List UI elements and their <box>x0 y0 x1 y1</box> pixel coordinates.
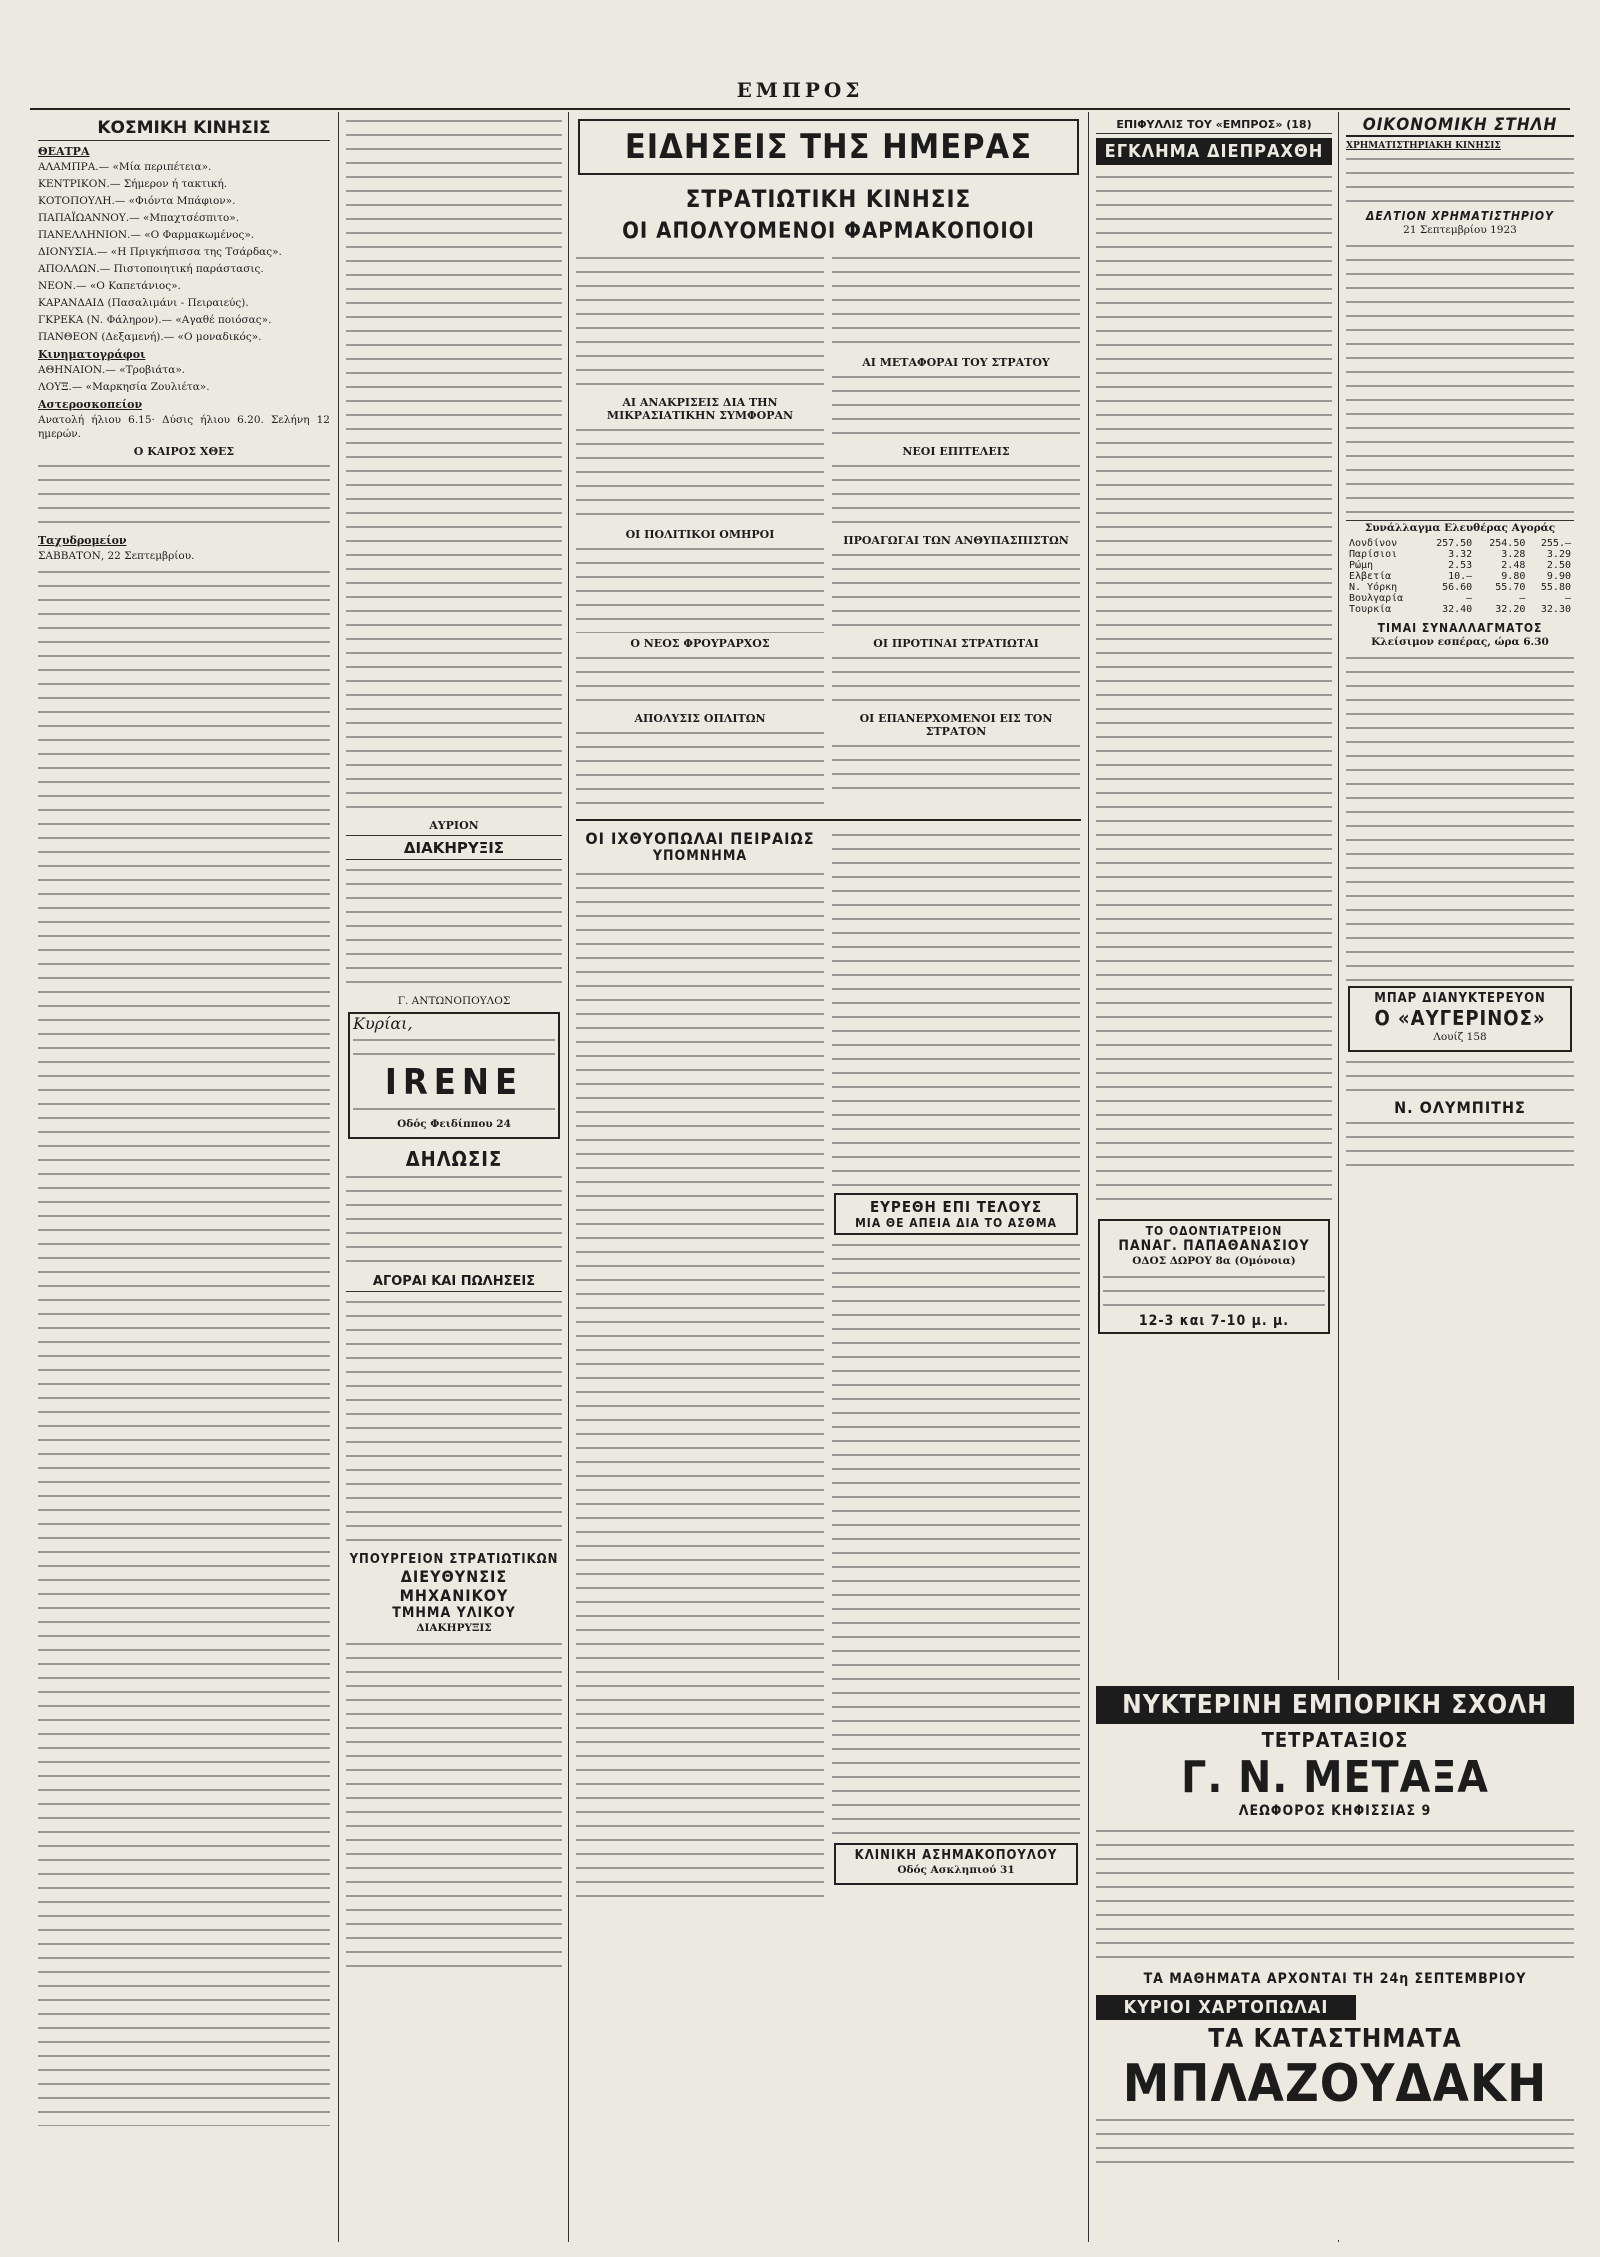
weather-title: Ο ΚΑΙΡΟΣ ΧΘΕΣ <box>133 445 235 458</box>
economy-subtitle: ΧΡΗΜΑΤΙΣΤΗΡΙΑΚΗ ΚΙΝΗΣΙΣ <box>1346 141 1501 151</box>
table-cell: 32.20 <box>1495 604 1526 615</box>
text-block <box>832 652 1080 708</box>
table-cell: 3.28 <box>1501 549 1526 560</box>
table-row <box>1346 571 1574 582</box>
list-item: ΠΑΝΘΕΟΝ (Δεξαμενή).— «Ο μοναδικός». <box>38 331 262 343</box>
text-block <box>832 1239 1080 1839</box>
exchange-title: Συνάλλαγμα Ελευθέρας Αγοράς <box>1346 520 1574 535</box>
fish-subtitle: ΥΠΟΜΝΗΜΑ <box>652 848 748 864</box>
clinic-ad <box>834 1843 1078 1885</box>
column-rule <box>338 112 339 2242</box>
text-block <box>1103 1271 1325 1313</box>
text-block <box>832 829 1080 1189</box>
irene-address: Οδός Φειδίππου 24 <box>397 1118 511 1130</box>
text-block <box>832 549 1080 633</box>
list-item: ΠΑΠΑΪΩΑΝΝΟΥ.— «Μπαχτσέσπιτο». <box>38 212 240 224</box>
fish-article <box>576 821 824 1908</box>
aurion-label: ΑΥΡΙΟΝ <box>429 819 479 832</box>
news-header <box>578 119 1079 175</box>
observatory-title: Αστεροσκοπείον <box>38 398 143 411</box>
text-block <box>576 868 824 1908</box>
list-item: ΚΑΡΑΝΔΑΙΔ (Πασαλιμάνι - Πειραιεύς). <box>38 297 249 309</box>
diakirixis-title: ΔΙΑΚΗΡΥΞΙΣ <box>346 835 562 860</box>
table-cell: Ρώμη <box>1349 560 1374 571</box>
bourse-bulletin: ΔΕΛΤΙΟΝ ΧΡΗΜΑΤΙΣΤΗΡΙΟΥ <box>1366 209 1554 223</box>
column-social <box>38 115 330 2242</box>
exchange-table <box>1346 538 1574 615</box>
list-item: ΚΟΤΟΠΟΥΛΗ.— «Φιόντα Μπάφιον». <box>38 195 236 207</box>
table-cell: 55.70 <box>1495 582 1526 593</box>
list-item: ΛΟΥΞ.— «Μαρκησία Ζουλιέτα». <box>38 381 210 393</box>
paper-dealers: ΚΥΡΙΟΙ ΧΑΡΤΟΠΩΛΑΙ <box>1096 1995 1356 2020</box>
cinema-list <box>38 363 330 394</box>
text-block <box>576 543 824 633</box>
dentist-title: ΤΟ ΟΔΟΝΤΙΑΤΡΕΙΟΝ <box>1145 1224 1283 1238</box>
bourse-date: 21 Σεπτεμβρίου 1923 <box>1403 224 1517 236</box>
agorai-title: ΑΓΟΡΑΙ ΚΑΙ ΠΩΛΗΣΕΙΣ <box>346 1274 562 1292</box>
table-row <box>1346 582 1574 593</box>
subhead-inquiries: ΑΙ ΑΝΑΚΡΙΣΕΙΣ ΔΙΑ ΤΗΝ ΜΙΚΡΑΣΙΑΤΙΚΗΝ ΣΥΜΦΟΡΑΝ <box>606 396 794 422</box>
text-block <box>832 252 1080 352</box>
table-cell: — <box>1466 593 1473 604</box>
column-rule <box>1088 112 1089 2242</box>
text-block <box>1096 1825 1574 1965</box>
text-block <box>1346 1117 1574 1173</box>
table-cell: 257.50 <box>1436 538 1473 549</box>
text-block <box>832 460 1080 530</box>
table-cell: 10.— <box>1448 571 1473 582</box>
text-block <box>38 460 330 530</box>
text-block <box>576 252 824 392</box>
subhead-promotions: ΠΡΟΑΓΩΓΑΙ ΤΩΝ ΑΝΘΥΠΑΣΠΙΣΤΩΝ <box>843 534 1069 547</box>
subhead-transport: ΑΙ ΜΕΤΑΦΟΡΑΙ ΤΟΥ ΣΤΡΑΤΟΥ <box>862 356 1050 369</box>
column-rule <box>568 112 569 2242</box>
school-start: ΤΑ ΜΑΘΗΜΑΤΑ ΑΡΧΟΝΤΑΙ ΤΗ 24η ΣΕΠΤΕΜΒΡΙΟΥ <box>1143 1971 1527 1987</box>
bar-address: Λουίζ 158 <box>1433 1031 1487 1043</box>
list-item: ΝΕΟΝ.— «Ο Καπετάνιος». <box>38 280 181 292</box>
social-title: ΚΟΣΜΙΚΗ ΚΙΝΗΣΙΣ <box>38 118 330 141</box>
fish-title: ΟΙ ΙΧΘΥΟΠΩΛΑΙ ΠΕΙΡΑΙΩΣ <box>585 829 815 848</box>
text-block <box>576 652 824 708</box>
table-cell: Τουρκία <box>1349 604 1392 615</box>
economy-title: ΟΙΚΟΝΟΜΙΚΗ ΣΤΗΛΗ <box>1346 115 1574 137</box>
table-cell: 2.50 <box>1546 560 1571 571</box>
table-cell: Ελβετία <box>1349 571 1392 582</box>
table-row <box>1346 560 1574 571</box>
subhead-staff: ΝΕΟΙ ΕΠΙΤΕΛΕΙΣ <box>902 445 1010 458</box>
serial-title: ΕΓΚΛΗΜΑ ΔΙΕΠΡΑΧΘΗ <box>1096 138 1332 165</box>
subhead-garrison: Ο ΝΕΟΣ ΦΡΟΥΡΑΡΧΟΣ <box>630 637 770 650</box>
news-section-title: ΕΙΔΗΣΕΙΣ ΤΗΣ ΗΜΕΡΑΣ <box>624 127 1033 167</box>
table-row <box>1346 549 1574 560</box>
olympitis-name: Ν. ΟΛΥΜΠΙΤΗΣ <box>1394 1098 1526 1117</box>
text-block <box>346 1638 562 1978</box>
blazoudaki-name: ΜΠΛΑΖΟΥΔΑΚΗ <box>1122 2054 1548 2114</box>
text-block <box>346 115 562 815</box>
text-block <box>576 727 824 811</box>
text-block <box>1346 1056 1574 1098</box>
text-block <box>832 740 1080 796</box>
dentist-ad <box>1098 1219 1330 1334</box>
text-block <box>1346 240 1574 520</box>
asthma-article <box>832 821 1080 1908</box>
news-right <box>832 252 1080 811</box>
rates-closing: Κλείσιμον εσπέρας, ώρα 6.30 <box>1371 636 1549 648</box>
subhead-returning: ΟΙ ΕΠΑΝΕΡΧΟΜΕΝΟΙ ΕΙΣ ΤΟΝ ΣΤΡΑΤΟΝ <box>859 712 1053 738</box>
table-cell: 3.29 <box>1546 549 1571 560</box>
table-row <box>1346 593 1574 604</box>
post-title: Ταχυδρομείον <box>38 534 127 547</box>
ministry-dept: ΔΙΕΥΘΥΝΣΙΣ ΜΗΧΑΝΙΚΟΥ <box>399 1567 509 1605</box>
table-cell: 9.90 <box>1546 571 1571 582</box>
asthma-subtitle: ΜΙΑ ΘΕ ΑΠΕΙΑ ΔΙΑ ΤΟ ΑΣΘΜΑ <box>855 1216 1057 1230</box>
masthead-title: ΕΜΠΡΟΣ <box>736 78 864 102</box>
asthma-title: ΕΥΡΕΘΗ ΕΠΙ ΤΕΛΟΥΣ <box>869 1198 1043 1216</box>
table-cell: Ν. Υόρκη <box>1349 582 1398 593</box>
table-cell: 56.60 <box>1442 582 1473 593</box>
ministry-diakirixis: ΔΙΑΚΗΡΥΞΙΣ <box>416 1622 492 1634</box>
theatres-title: ΘΕΑΤΡΑ <box>38 145 90 158</box>
theatres-list <box>38 160 330 344</box>
text-block <box>38 566 330 2126</box>
headline-pharmacists: ΟΙ ΑΠΟΛΥΟΜΕΝΟΙ ΦΑΡΜΑΚΟΠΟΙΟΙ <box>622 219 1035 244</box>
rates-title: ΤΙΜΑΙ ΣΥΝΑΛΛΑΓΜΑΤΟΣ <box>1377 621 1543 635</box>
school-name: Γ. Ν. ΜΕΤΑΞΑ <box>1181 1752 1489 1803</box>
table-cell: — <box>1519 593 1526 604</box>
table-cell: Παρίσιοι <box>1349 549 1398 560</box>
serial-label: ΕΠΙΦΥΛΛΙΣ ΤΟΥ «ΕΜΠΡΟΣ» (18) <box>1096 118 1332 134</box>
text-block <box>346 1296 562 1546</box>
text-block <box>1346 153 1574 209</box>
school-ad <box>1096 1680 1574 2240</box>
irene-greeting: Κυρίαι, <box>353 1014 413 1033</box>
list-item: ΑΘΗΝΑΙΟΝ.— «Τροβιάτα». <box>38 364 186 376</box>
headline-military: ΣΤΡΑΤΙΩΤΙΚΗ ΚΙΝΗΣΙΣ <box>685 185 972 213</box>
bar-ad <box>1348 986 1572 1052</box>
table-row <box>1346 538 1574 549</box>
column-second <box>346 115 562 2242</box>
text-block <box>576 424 824 524</box>
table-cell: — <box>1564 593 1571 604</box>
school-title: ΝΥΚΤΕΡΙΝΗ ΕΜΠΟΡΙΚΗ ΣΧΟΛΗ <box>1096 1686 1574 1724</box>
irene-ad <box>348 1012 560 1139</box>
clinic-address: Οδός Ασκληπιού 31 <box>897 1864 1015 1876</box>
dentist-name: ΠΑΝΑΓ. ΠΑΠΑΘΑΝΑΣΙΟΥ <box>1118 1238 1310 1254</box>
table-cell: 254.50 <box>1489 538 1526 549</box>
news-columns <box>576 252 1081 811</box>
irene-name: IRENE <box>384 1062 524 1103</box>
dilosis-title: ΔΗΛΩΣΙΣ <box>405 1147 503 1171</box>
clinic-title: ΚΛΙΝΙΚΗ ΑΣΗΜΑΚΟΠΟΥΛΟΥ <box>854 1848 1058 1863</box>
text-block <box>1096 171 1332 1211</box>
table-cell: 3.32 <box>1448 549 1473 560</box>
table-cell: 255.— <box>1540 538 1571 549</box>
asthma-header <box>834 1193 1078 1235</box>
table-cell: Βουλγαρία <box>1349 593 1404 604</box>
text-block <box>346 864 562 994</box>
list-item: ΓΚΡΕΚΑ (Ν. Φάληρον).— «Αγαθέ ποιόσας». <box>38 314 272 326</box>
table-cell: 9.80 <box>1501 571 1526 582</box>
text-block <box>1096 2114 1574 2170</box>
table-cell: 32.40 <box>1442 604 1473 615</box>
ministry-section: ΤΜΗΜΑ ΥΛΙΚΟΥ <box>392 1605 516 1621</box>
table-cell: 55.80 <box>1540 582 1571 593</box>
subhead-discharge: ΑΠΟΛΥΣΙΣ ΟΠΛΙΤΩΝ <box>634 712 766 725</box>
list-item: ΔΙΟΝΥΣΙΑ.— «Η Πριγκήπισσα της Τσάρδας». <box>38 246 282 258</box>
bar-title: ΜΠΑΡ ΔΙΑΝΥΚΤΕΡΕΥΟΝ <box>1374 991 1546 1006</box>
table-cell: Λονδίνον <box>1349 538 1398 549</box>
subhead-soldiers: ΟΙ ΠΡΟΤΙΝΑΙ ΣΤΡΑΤΙΩΤΑΙ <box>873 637 1039 650</box>
cinema-title: Κινηματογράφοι <box>38 348 146 361</box>
table-cell: 32.30 <box>1540 604 1571 615</box>
list-item: ΚΕΝΤΡΙΚΟΝ.— Σήμερον ή τακτική. <box>38 178 228 190</box>
list-item: ΑΠΟΛΛΩΝ.— Πιστοποιητική παράστασις. <box>38 263 264 275</box>
diakirixis-signature: Γ. ΑΝΤΩΝΟΠΟΥΛΟΣ <box>397 995 511 1007</box>
list-item: ΑΛΑΜΠΡΑ.— «Μία περιπέτεια». <box>38 161 212 173</box>
table-row <box>1346 604 1574 615</box>
news-lower <box>576 819 1081 1908</box>
masthead <box>30 78 1570 110</box>
list-item: ΠΑΝΕΛΛΗΝΙΟΝ.— «Ο Φαρμακωμένος». <box>38 229 255 241</box>
text-block <box>832 371 1080 441</box>
dentist-address: ΟΔΟΣ ΔΩΡΟΥ 8α (Ομόνοια) <box>1132 1255 1296 1267</box>
text-block <box>1346 652 1574 982</box>
table-cell: 2.48 <box>1501 560 1526 571</box>
text-block <box>346 1171 562 1271</box>
post-text: ΣΑΒΒΑΤΟΝ, 22 Σεπτεμβρίου. <box>38 550 195 562</box>
stores-label: ΤΑ ΚΑΤΑΣΤΗΜΑΤΑ <box>1208 2024 1462 2054</box>
observatory-text: Ανατολή ήλιου 6.15· Δύσις ήλιου 6.20. Σελήνη 12 ημερών. <box>38 414 330 440</box>
column-news <box>576 115 1081 2242</box>
dentist-hours: 12-3 και 7-10 μ. μ. <box>1138 1313 1290 1329</box>
school-type: ΤΕΤΡΑΤΑΞΙΟΣ <box>1261 1728 1409 1752</box>
table-cell: 2.53 <box>1448 560 1473 571</box>
text-block <box>353 1034 555 1062</box>
subhead-hostages: ΟΙ ΠΟΛΙΤΙΚΟΙ ΟΜΗΡΟΙ <box>625 528 775 541</box>
news-left <box>576 252 824 811</box>
school-address: ΛΕΩΦΟΡΟΣ ΚΗΦΙΣΣΙΑΣ 9 <box>1238 1803 1432 1819</box>
ministry-title: ΥΠΟΥΡΓΕΙΟΝ ΣΤΡΑΤΙΩΤΙΚΩΝ <box>349 1552 559 1567</box>
bar-name: Ο «ΑΥΓΕΡΙΝΟΣ» <box>1374 1006 1546 1030</box>
text-block <box>353 1103 555 1117</box>
